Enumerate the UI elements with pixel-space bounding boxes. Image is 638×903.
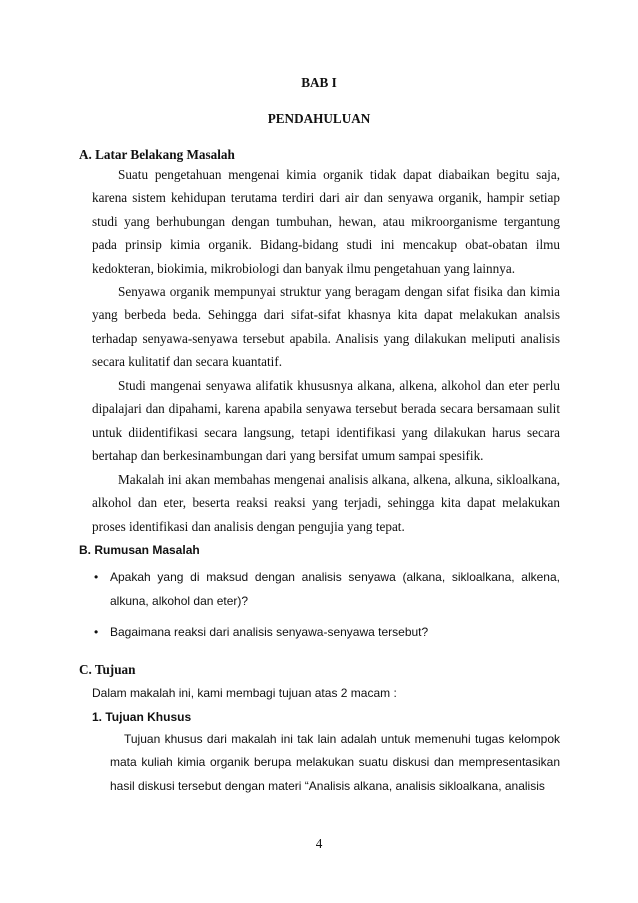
rumusan-list: [92, 566, 560, 653]
section-c-intro: Dalam makalah ini, kami membagi tujuan atas 2 macam :: [92, 686, 397, 700]
section-a-paragraph-1: Suatu pengetahuan mengenai kimia organik tidak dapat diabaikan begitu saja, karena sistem kehidupan terutama terdiri dari air dan senyawa organik, hampir setiap studi yang berhubungan dengan tumbuhan, hewan, atau mikroorganisme tergantung pada prinsip kimia organik. Bidang-bidang studi ini mencakup obat-obatan ilmu kedokteran, biokimia, mikrobiologi dan banyak ilmu pengetahuan yang lainnya.: [92, 167, 560, 276]
bullet-icon: •: [94, 570, 99, 584]
list-item: • Bagaimana reaksi dari analisis senyawa-senyawa tersebut?: [92, 621, 560, 645]
bullet-icon: •: [94, 625, 99, 639]
section-b-heading: B. Rumusan Masalah: [79, 543, 200, 557]
section-c-heading: C. Tujuan: [79, 662, 136, 677]
section-a-heading: A. Latar Belakang Masalah: [79, 147, 235, 162]
section-a-paragraph-3: Studi mangenai senyawa alifatik khususnya alkana, alkena, alkohol dan eter perlu dipalajari dan dipahami, karena apabila senyawa tersebut berada secara bersamaan sulit untuk diidentifikasi secara langsung, tetapi identifikasi yang dilakukan harus secara bertahap dan berkesinambungan dari yang bersifat umum sampai spesifik.: [92, 378, 560, 464]
section-a-paragraph-4: Makalah ini akan membahas mengenai analisis alkana, alkena, alkuna, sikloalkana, alkohol dan eter, beserta reaksi reaksi yang terjadi, sehingga kita dapat melakukan proses identifikasi dan analisis dengan pengujia yang tepat.: [92, 472, 560, 534]
section-a-paragraph-2: Senyawa organik mempunyai struktur yang beragam dengan sifat fisika dan kimia yang berbeda beda. Sehingga dari sifat-sifat khasnya kita dapat melakukan analsis terhadap senyawa-senyawa tersebut apabila. Analisis yang dilakukan meliputi analisis secara kulitatif dan secara kuantatif.: [92, 284, 560, 370]
section-c-paragraph: Tujuan khusus dari makalah ini tak lain adalah untuk memenuhi tugas kelompok mata kuliah kimia organik berupa melakukan suatu diskusi dan mempresentasikan hasil diskusi tersebut dengan materi “Analisis alkana, analisis sikloalkana, analisis: [110, 732, 560, 793]
chapter-title: PENDAHULUAN: [267, 111, 371, 126]
list-item: • Apakah yang di maksud dengan analisis senyawa (alkana, sikloalkana, alkena, alkuna, alkohol dan eter)?: [92, 566, 560, 613]
page-number: 4: [315, 836, 323, 851]
section-c-subheading: 1. Tujuan Khusus: [92, 710, 192, 724]
chapter-number: BAB I: [301, 75, 337, 90]
